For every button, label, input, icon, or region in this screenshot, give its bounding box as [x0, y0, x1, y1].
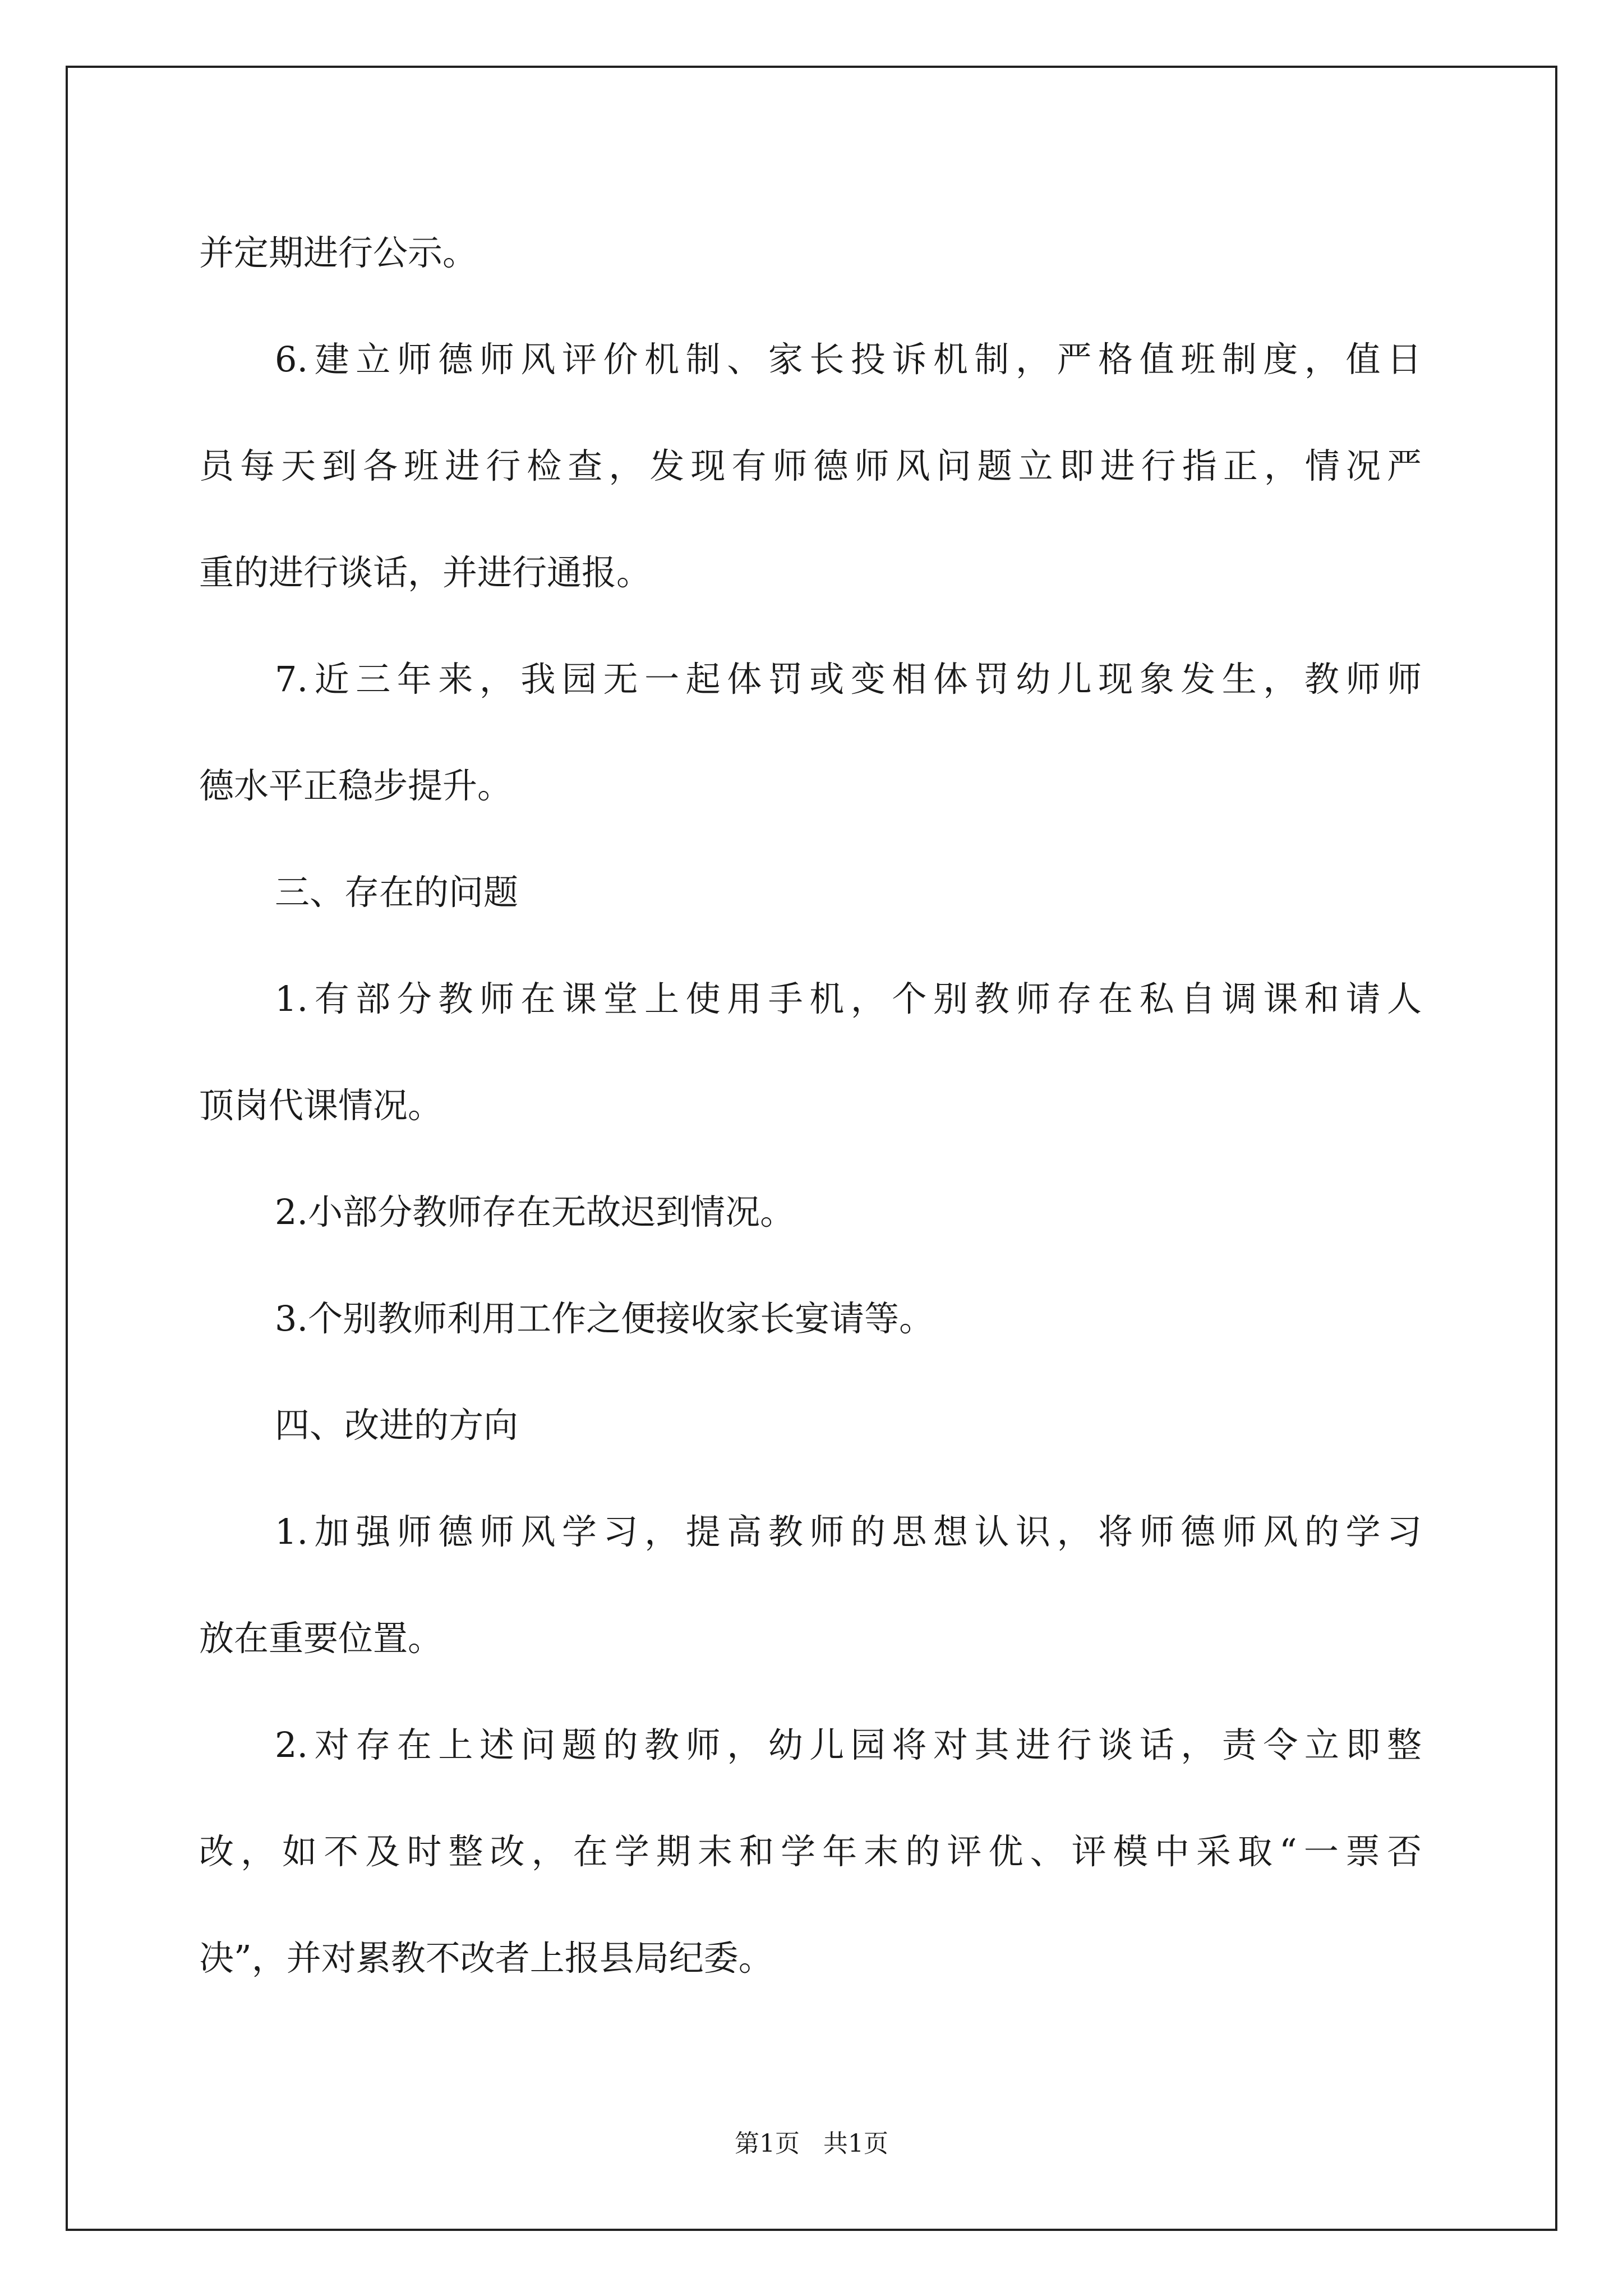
paragraph-line: 放在重要位置。: [199, 1618, 443, 1659]
page-footer: 第1页 共1页: [735, 2129, 888, 2158]
paragraph-line: 员每天到各班进行检查，发现有师德师风问题立即进行指正，情况严: [199, 445, 1422, 486]
section-heading: 三、存在的问题: [275, 872, 519, 913]
section-heading: 四、改进的方向: [275, 1405, 519, 1446]
paragraph-line: 6.建立师德师风评价机制、家长投诉机制，严格值班制度，值日: [275, 339, 1422, 380]
paragraph-line: 重的进行谈话，并进行通报。: [199, 552, 652, 593]
paragraph-line: 1.加强师德师风学习，提高教师的思想认识，将师德师风的学习: [275, 1511, 1422, 1552]
paragraph-line: 2.对存在上述问题的教师，幼儿园将对其进行谈话，责令立即整: [275, 1724, 1422, 1765]
paragraph-line: 顶岗代课情况。: [199, 1085, 443, 1126]
paragraph-line: 1.有部分教师在课堂上使用手机，个别教师存在私自调课和请人: [275, 978, 1422, 1019]
paragraph-line: 改，如不及时整改，在学期末和学年末的评优、评模中采取“一票否: [199, 1831, 1422, 1872]
paragraph-line: 德水平正稳步提升。: [199, 765, 513, 806]
paragraph-line: 决”，并对累教不改者上报县局纪委。: [199, 1938, 773, 1978]
paragraph-line: 2.小部分教师存在无故迟到情况。: [275, 1191, 795, 1232]
page-border: [66, 66, 1557, 2231]
paragraph-line: 并定期进行公示。: [199, 232, 478, 273]
paragraph-line: 7.近三年来，我园无一起体罚或变相体罚幼儿现象发生，教师师: [275, 659, 1422, 700]
paragraph-line: 3.个别教师利用工作之便接收家长宴请等。: [275, 1298, 934, 1339]
